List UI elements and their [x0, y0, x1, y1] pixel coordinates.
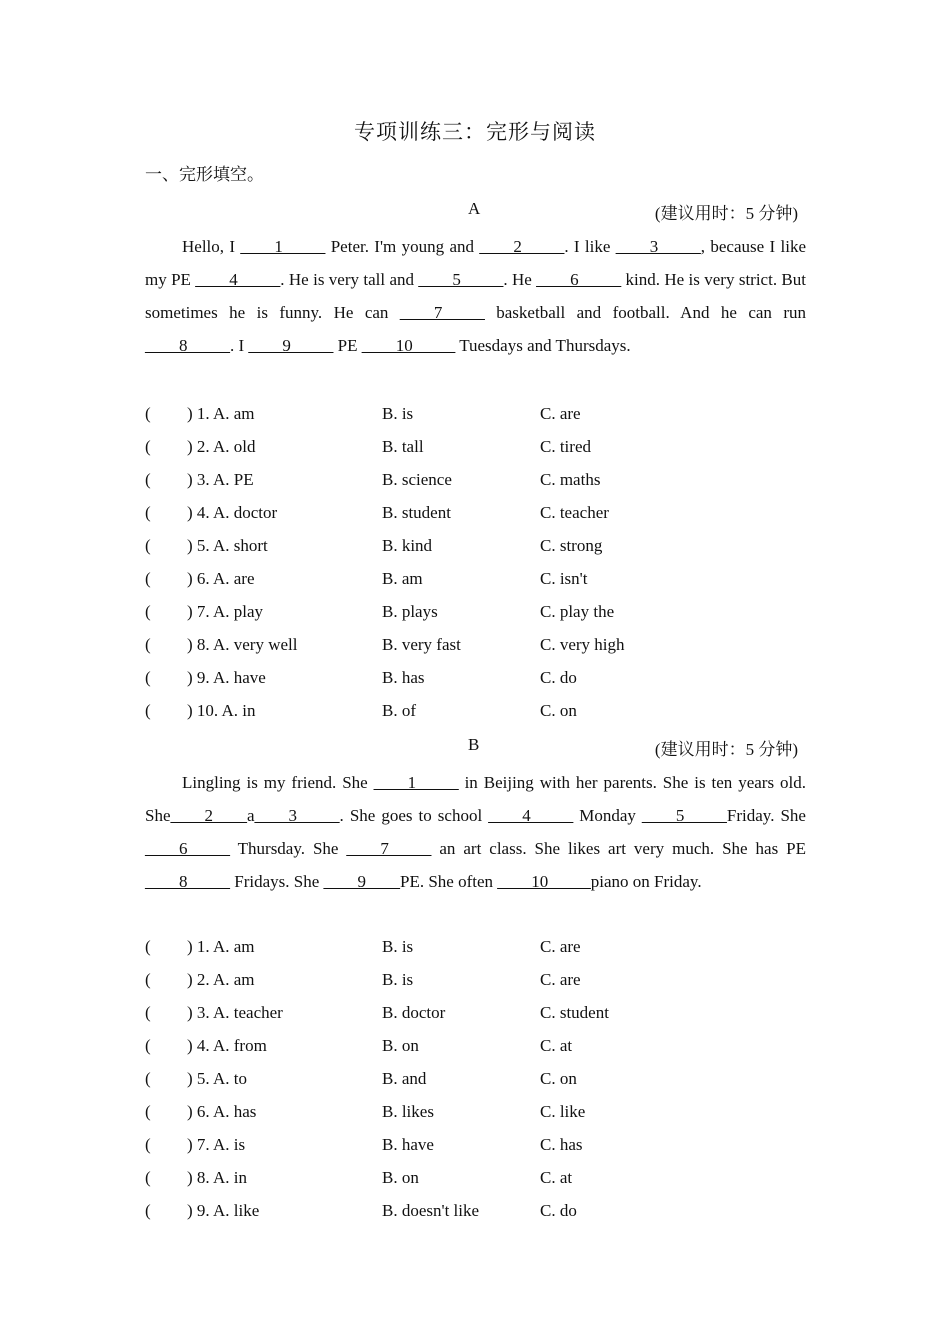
answer-paren: ( [145, 536, 151, 555]
question-option-a: ) 10. A. in [187, 701, 256, 720]
question-row [145, 1198, 806, 1231]
part-letter: B [468, 735, 480, 754]
question-option-a: ) 4. A. doctor [187, 503, 278, 522]
option-b: B. on [382, 1036, 419, 1055]
question-option-a: ) 4. A. from [187, 1036, 267, 1055]
option-c: C. tired [540, 437, 591, 456]
passage-text: Lingling is my friend. She [182, 773, 374, 792]
option-b: B. science [382, 470, 452, 489]
question-row [145, 1132, 806, 1165]
answer-paren: ( [145, 1201, 151, 1220]
option-b: B. doesn't like [382, 1201, 480, 1220]
option-c: C. are [540, 404, 581, 423]
question-row [145, 698, 806, 731]
question-row [145, 1033, 806, 1066]
question-option-a: ) 6. A. has [187, 1102, 257, 1121]
option-c: C. student [540, 1003, 609, 1022]
question-row [145, 1066, 806, 1099]
option-b: B. plays [382, 602, 438, 621]
answer-blank: ____3_____ [254, 806, 340, 825]
question-option-a: ) 2. A. old [187, 437, 256, 456]
passage-text: piano on Friday. [590, 872, 702, 891]
question-option-a: ) 6. A. are [187, 569, 255, 588]
question-option-a: ) 2. A. am [187, 970, 255, 989]
option-b: B. kind [382, 536, 433, 555]
option-b: B. tall [382, 437, 424, 456]
question-option-a: ) 1. A. am [187, 937, 255, 956]
passage-text: Monday [573, 806, 642, 825]
question-option-a: ) 7. A. play [187, 602, 264, 621]
option-c: C. do [540, 1201, 577, 1220]
passage-text: in Beijing with her parents. She is ten years old. She [145, 773, 806, 825]
answer-blank: ____2____ [170, 806, 247, 825]
option-b: B. and [382, 1069, 427, 1088]
answer-blank: ____4_____ [195, 270, 281, 289]
answer-paren: ( [145, 569, 151, 588]
answer-paren: ( [145, 635, 151, 654]
passage-text: basketball and football. And he can run [484, 303, 807, 322]
option-c: C. has [540, 1135, 583, 1154]
passage-text: Tuesdays and Thursdays. [455, 336, 631, 355]
answer-paren: ( [145, 1135, 151, 1154]
option-b: B. doctor [382, 1003, 446, 1022]
question-row [145, 665, 806, 698]
passage-text: . He is very tall and [280, 270, 419, 289]
option-b: B. is [382, 937, 414, 956]
passage-text: a [247, 806, 255, 825]
option-b: B. have [382, 1135, 434, 1154]
passage-text: Thursday. She [230, 839, 347, 858]
part-letter: A [468, 199, 481, 218]
answer-paren: ( [145, 1003, 151, 1022]
answer-paren: ( [145, 937, 151, 956]
passage-text: . She goes to school [339, 806, 489, 825]
option-b: B. am [382, 569, 423, 588]
page-title: 专项训练三：完形与阅读 [354, 120, 596, 144]
option-c: C. at [540, 1168, 573, 1187]
option-c: C. are [540, 937, 581, 956]
answer-blank: ____9____ [323, 872, 400, 891]
question-row [145, 934, 806, 967]
question-option-a: ) 8. A. in [187, 1168, 247, 1187]
passage-text: . I [230, 336, 249, 355]
section-heading: 一、完形填空。 [145, 165, 264, 184]
passage-text: . He [503, 270, 537, 289]
answer-paren: ( [145, 1036, 151, 1055]
option-c: C. like [540, 1102, 586, 1121]
question-row [145, 401, 806, 434]
suggested-time: (建议用时：5 分钟) [654, 740, 798, 759]
question-row [145, 1000, 806, 1033]
answer-blank: ____7_____ [346, 839, 432, 858]
option-b: B. has [382, 668, 425, 687]
answer-paren: ( [145, 1102, 151, 1121]
suggested-time: (建议用时：5 分钟) [654, 204, 798, 223]
question-option-a: ) 1. A. am [187, 404, 255, 423]
answer-blank: ____8_____ [145, 336, 230, 355]
answer-paren: ( [145, 437, 151, 456]
option-b: B. very fast [382, 635, 461, 654]
passage-text: , because I like my PE [145, 237, 806, 289]
passage-text: kind. He is very strict. But sometimes he is funny. He can [145, 270, 806, 322]
option-c: C. at [540, 1036, 573, 1055]
option-c: C. play the [540, 602, 615, 621]
question-option-a: ) 9. A. like [187, 1201, 260, 1220]
option-b: B. is [382, 404, 414, 423]
question-row [145, 599, 806, 632]
answer-paren: ( [145, 470, 151, 489]
question-row [145, 566, 806, 599]
question-option-a: ) 3. A. PE [187, 470, 254, 489]
answer-paren: ( [145, 602, 151, 621]
question-option-a: ) 5. A. to [187, 1069, 247, 1088]
passage-text: Hello, I [182, 237, 241, 256]
answer-blank: ____3_____ [615, 237, 701, 256]
passage-text: PE. She often [400, 872, 498, 891]
answer-blank: ____6_____ [145, 839, 230, 858]
option-b: B. is [382, 970, 414, 989]
answer-paren: ( [145, 1168, 151, 1187]
option-b: B. on [382, 1168, 419, 1187]
passage-text: an art class. She likes art very much. She has PE [431, 839, 806, 858]
option-c: C. do [540, 668, 577, 687]
question-row [145, 467, 806, 500]
question-option-a: ) 7. A. is [187, 1135, 246, 1154]
question-option-a: ) 3. A. teacher [187, 1003, 283, 1022]
passage-text: Peter. I'm young and [325, 237, 480, 256]
option-c: C. isn't [540, 569, 588, 588]
option-c: C. on [540, 1069, 577, 1088]
answer-paren: ( [145, 701, 151, 720]
answer-blank: ____5_____ [418, 270, 504, 289]
option-c: C. strong [540, 536, 603, 555]
answer-blank: ____5_____ [641, 806, 727, 825]
question-row [145, 967, 806, 1000]
passage-text: PE [333, 336, 362, 355]
option-c: C. are [540, 970, 581, 989]
option-b: B. of [382, 701, 416, 720]
answer-blank: ____9_____ [248, 336, 334, 355]
answer-blank: ____6_____ [536, 270, 622, 289]
answer-blank: ____10_____ [361, 336, 456, 355]
question-option-a: ) 8. A. very well [187, 635, 298, 654]
option-c: C. teacher [540, 503, 609, 522]
answer-blank: ____1_____ [240, 237, 326, 256]
answer-blank: ____7_____ [399, 303, 485, 322]
question-row [145, 533, 806, 566]
answer-paren: ( [145, 668, 151, 687]
answer-paren: ( [145, 404, 151, 423]
option-b: B. likes [382, 1102, 434, 1121]
passage-text: Fridays. She [230, 872, 324, 891]
question-list-b [145, 934, 806, 1231]
answer-blank: ____4_____ [488, 806, 574, 825]
question-option-a: ) 9. A. have [187, 668, 266, 687]
passage-b [145, 766, 806, 898]
part-a-header [145, 199, 806, 225]
question-row [145, 1099, 806, 1132]
answer-blank: ____8_____ [145, 872, 230, 891]
answer-blank: ____10_____ [497, 872, 591, 891]
answer-blank: ____1_____ [373, 773, 459, 792]
option-c: C. on [540, 701, 577, 720]
question-option-a: ) 5. A. short [187, 536, 268, 555]
answer-paren: ( [145, 970, 151, 989]
answer-blank: ____2_____ [479, 237, 565, 256]
option-c: C. maths [540, 470, 601, 489]
passage-a [145, 230, 806, 362]
question-row [145, 632, 806, 665]
question-row [145, 1165, 806, 1198]
option-b: B. student [382, 503, 451, 522]
option-c: C. very high [540, 635, 625, 654]
part-b-header [145, 735, 806, 761]
question-row [145, 434, 806, 467]
answer-paren: ( [145, 1069, 151, 1088]
question-list-a [145, 401, 806, 731]
answer-paren: ( [145, 503, 151, 522]
passage-text: . I like [564, 237, 616, 256]
passage-text: Friday. She [726, 806, 806, 825]
question-row [145, 500, 806, 533]
